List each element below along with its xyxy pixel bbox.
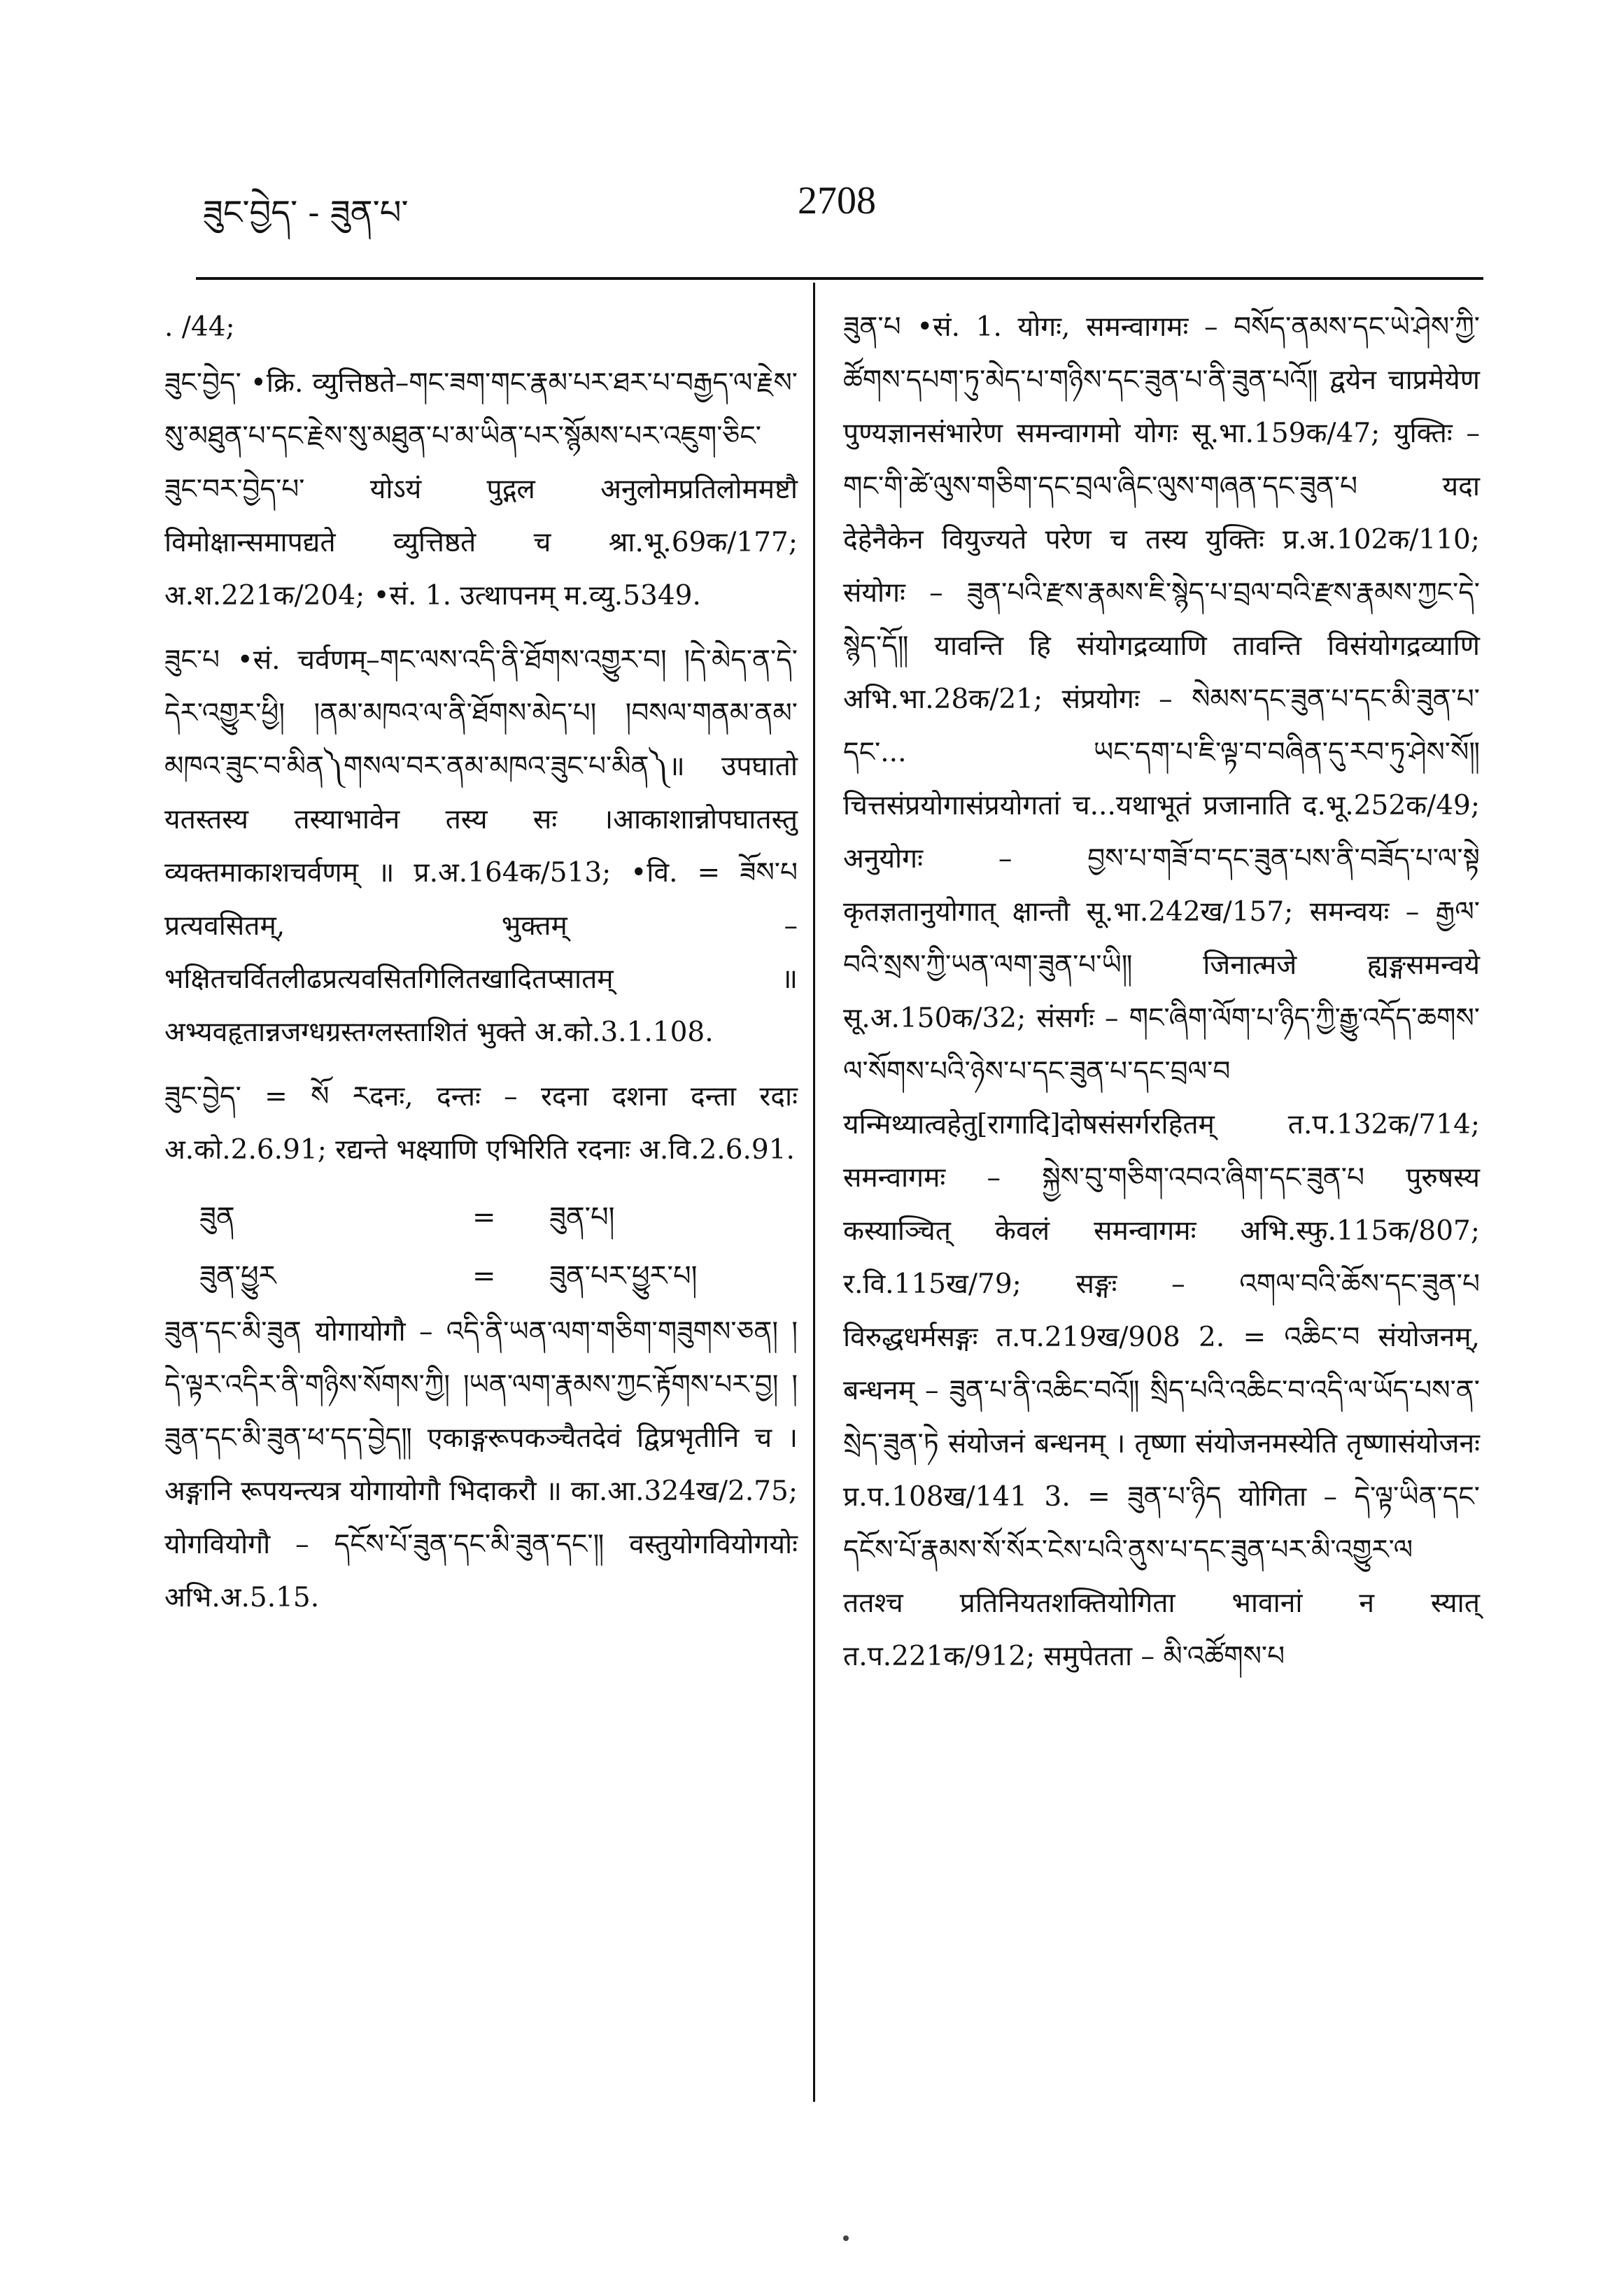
xref-equals: = bbox=[472, 1260, 496, 1292]
running-head: ཟུང་བྱེད་ - ཟུན་པ་ bbox=[203, 193, 409, 232]
column-divider bbox=[813, 283, 815, 2102]
right-column bbox=[843, 301, 1480, 1695]
xref-equals: = bbox=[472, 1201, 496, 1234]
left-column bbox=[164, 301, 798, 1636]
entry-zung-pa: ཟུང་པ •सं. चर्वणम्–གང་ལས་འདི་ནི་ཐོགས་འགྱུར་བ། །དེ་མེད་ན་དེ་དེར་འགྱུར་ཕྱི། །ནམ་མཁའ་ལ་ནི་ཐོགས་མེད་པ། །བསལ་གནམ་ནམ་མཁའ་ཟུང་བ་མིན༽གསལ་བར་ནམ་མཁའ་ཟུང་པ་མིན༽॥ उपघातो यतस्तस्य तस्याभावेन तस्य सः ।आकाशान्नोपघातस्तु व्यक्तमाकाशचर्वणम् ॥ प्र.अ.164क/513; •वि. = ཟོས་པ प्रत्यवसितम्, भुक्तम् – भक्षितचर्वितलीढप्रत्यवसितगिलितखादितप्सातम् ॥ अभ्यवहृतान्नजग्धग्रस्तग्लस्ताशितं भुक्ते अ.को.3.1.108. bbox=[164, 644, 798, 1048]
xref-row bbox=[164, 1247, 798, 1306]
entry-zun-pa: ཟུན་པ •सं. 1. योगः, समन्वागमः – བསོད་ནམས་དང་ཡེ་ཤེས་ཀྱི་ཚོགས་དཔག་ཏུ་མེད་པ་གཉིས་དང་ཟུན་པ་ནི་ཟུན་པའོ༎ द्वयेन चाप्रमेयेण पुण्यज्ञानसंभारेण समन्वागमो योगः सू.भा.159क/47; युक्तिः – གང་གི་ཚེ་ལུས་གཅིག་དང་བྲལ་ཞིང་ལུས་གཞན་དང་ཟུན་པ यदा देहेनैकेन वियुज्यते परेण च तस्य युक्तिः प्र.अ.102क/110; संयोगः – ཟུན་པའི་རྫས་རྣམས་ཇི་སྙེད་པ་བྲལ་བའི་རྫས་རྣམས་ཀྱང་དེ་སྙེད་དོ༎ यावन्ति हि संयोगद्रव्याणि तावन्ति विसंयोगद्रव्याणि अभि.भा.28क/21; संप्रयोगः – སེམས་དང་ཟུན་པ་དང་མི་ཟུན་པ་དང་... ཡང་དག་པ་ཇི་ལྟ་བ་བཞིན་དུ་རབ་ཏུ་ཤེས་སོ༎ चित्तसंप्रयोगासंप्रयोगतां च...यथाभूतं प्रजानाति द.भू.252क/49; अनुयोगः – བྱས་པ་གཟོ་བ་དང་ཟུན་པས་ནི་བཟོད་པ་ལ་སྟེ कृतज्ञतानुयोगात् क्षान्तौ सू.भा.242ख/157; समन्वयः – རྒྱལ་བའི་སྲས་ཀྱི་ཡན་ལག་ཟུན་པ་ཡི༎ जिनात्मजे ह्यङ्गसमन्वये सू.अ.150क/32; संसर्गः – གང་ཞིག་ལོག་པ་ཉིད་ཀྱི་རྒྱུ་འདོད་ཆགས་ལ་སོགས་པའི་ཉེས་པ་དང་ཟུན་པ་དང་བྲལ་བ यन्मिथ्यात्वहेतु[रागादि]दोषसंसर्गरहितम् त.प.132क/714; समन्वागमः – སྐྱེས་བུ་གཅིག་འབའ་ཞིག་དང་ཟུན་པ पुरुषस्य कस्याञ्चित् केवलं समन्वागमः अभि.स्फु.115क/807; र.वि.115ख/79; सङ्गः – འགལ་བའི་ཆོས་དང་ཟུན་པ विरुद्धधर्मसङ्गः त.प.219ख/908 2. = འཆིང་བ संयोजनम्, बन्धनम् – ཟུན་པ་ནི་འཆིང་བའོ༎ སྲིད་པའི་འཆིང་བ་འདི་ལ་ཡོད་པས་ན་སྲེད་ཟུན་ཏེ संयोजनं बन्धनम् । तृष्णा संयोजनमस्येति तृष्णासंयोजनः प्र.प.108ख/141 3. = ཟུན་པ་ཉིད योगिता – དེ་ལྟ་ཡིན་དང་དངོས་པོ་རྣམས་སོ་སོར་ངེས་པའི་ནུས་པ་དང་ཟུན་པར་མི་འགྱུར་ལ ततश्च प्रतिनियतशक्तियोगिता भावानां न स्यात् त.प.221क/912; समुपेतता – མི་འཚོགས་པ bbox=[843, 311, 1480, 1672]
xref-headword: ཟུན bbox=[199, 1201, 235, 1234]
xref-headword: ཟུན་ཕྱུར bbox=[199, 1260, 276, 1292]
entry-continuation: . /44; bbox=[164, 311, 235, 343]
header-rule bbox=[196, 277, 1483, 280]
entry-zung-byed-2: ཟུང་བྱེད་ = སོ རदनः, दन्तः – रदना दशना दन्ता रदाः अ.को.2.6.91; रद्यन्ते भक्ष्याणि एभिरिति रदनाः अ.वि.2.6.91. bbox=[164, 1081, 798, 1166]
entry-zung-byed: ཟུང་བྱེད་ •क्रि. व्युत्तिष्ठते–གང་ཟག་གང་རྣམ་པར་ཐར་པ་བརྒྱད་ལ་རྗེས་སུ་མཐུན་པ་དང་རྗེས་སུ་མཐུན་པ་མ་ཡིན་པར་སྙོམས་པར་འཇུག་ཅིང་ཟུང་བར་བྱེད་པ་ योऽयं पुद्गल अनुलोमप्रतिलोममष्टौ विमोक्षान्समापद्यते व्युत्तिष्ठते च श्रा.भू.69क/177; अ.श.221क/204; •सं. 1. उत्थापनम् म.व्यु.5349. bbox=[164, 367, 798, 612]
xref-target: ཟུན་པར་ཕྱུར་པ། bbox=[549, 1260, 698, 1292]
entry-zun-dang-mi-zun: ཟུན་དང་མི་ཟུན योगायोगौ – འདི་ནི་ཡན་ལག་གཅིག་གཟུགས་ཅན། །དེ་ལྟར་འདིར་ནི་གཉིས་སོགས་ཀྱི། །ཡན་ལག་རྣམས་ཀྱང་རྟོགས་པར་བྱ། །ཟུན་དང་མི་ཟུན་ཕ་དད་བྱེད༎ एकाङ्गरूपकञ्चैतदेवं द्विप्रभृतीनि च । अङ्गानि रूपयन्त्यत्र योगायोगौ भिदाकरौ ॥ का.आ.324ख/2.75; योगवियोगौ – དངོས་པོ་ཟུན་དང་མི་ཟུན་དང་༎ वस्तुयोगवियोगयोः अभि.अ.5.15. bbox=[164, 1316, 798, 1613]
xref-row bbox=[164, 1188, 798, 1247]
page-speck bbox=[843, 2235, 849, 2241]
xref-target: ཟུན་པ། bbox=[549, 1201, 615, 1234]
page-number: 2708 bbox=[798, 179, 876, 222]
